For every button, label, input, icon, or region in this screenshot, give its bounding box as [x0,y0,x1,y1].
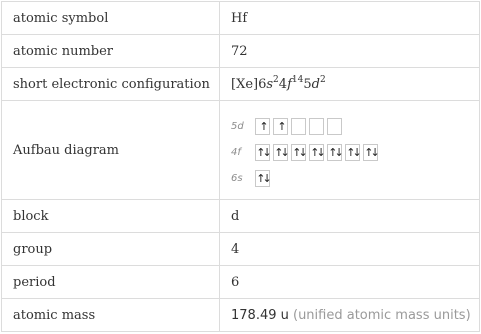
group-value: 4 [220,233,480,266]
orbital-label: 6s [231,172,243,184]
period-value: 6 [220,266,480,299]
config-d-level: 5 [303,76,312,92]
electron-configuration-value [220,68,480,101]
table-row [2,299,480,332]
config-f-level: 4 [278,76,288,92]
orbital-box [309,144,324,161]
config-s-letter: s [266,76,274,92]
atomic-mass-cell [220,299,480,332]
atomic-mass-unit-note: (unified atomic mass units) [293,307,471,323]
orbital-label: 4f [231,146,241,158]
config-f-letter: f [287,76,292,92]
config-s-count: 2 [273,74,279,85]
orbital-box [273,118,288,135]
orbital-box [363,144,378,161]
spin-pair-arrows-icon: ↑↓ [256,145,269,159]
orbital-box [327,118,342,135]
table-row [2,266,480,299]
table-row [2,35,480,68]
spin-pair-arrows-icon: ↑↓ [274,145,287,159]
orbital-box [345,144,360,161]
spin-pair-arrows-icon: ↑↓ [346,145,359,159]
table-row [2,200,480,233]
aufbau-diagram [220,101,480,200]
orbital-row [231,169,479,187]
row-label: atomic number [2,35,220,68]
orbital-box [255,144,270,161]
config-f-count: 14 [291,74,304,85]
table-row [2,233,480,266]
row-label: atomic symbol [2,2,220,35]
spin-pair-arrows-icon: ↑↓ [328,145,341,159]
atomic-mass-value: 178.49 u [231,307,289,323]
spin-pair-arrows-icon: ↑↓ [292,145,305,159]
orbital-box [273,144,288,161]
block-value: d [220,200,480,233]
atomic-symbol-value: Hf [220,2,480,35]
config-d-letter: d [311,76,320,92]
orbital-box [309,118,324,135]
row-label: block [2,200,220,233]
orbital-box [291,144,306,161]
config-d-count: 2 [319,74,326,85]
config-core: [Xe] [231,76,259,92]
row-label: atomic mass [2,299,220,332]
orbital-box [255,118,270,135]
row-label: group [2,233,220,266]
orbital-row [231,117,479,135]
row-label: Aufbau diagram [2,101,220,200]
spin-pair-arrows-icon: ↑↓ [256,171,269,185]
table-row [2,68,480,101]
orbital-box [291,118,306,135]
orbital-row [231,143,479,161]
spin-up-arrow-icon: ↑ [277,119,284,133]
spin-pair-arrows-icon: ↑↓ [310,145,323,159]
table-row [2,101,480,200]
orbital-box [327,144,342,161]
row-label: period [2,266,220,299]
table-row [2,2,480,35]
row-label: short electronic configuration [2,68,220,101]
spin-up-arrow-icon: ↑ [259,119,266,133]
spin-pair-arrows-icon: ↑↓ [364,145,377,159]
properties-table [1,1,480,332]
orbital-label: 5d [231,120,244,132]
atomic-number-value: 72 [220,35,480,68]
aufbau-orbitals [231,117,479,187]
orbital-box [255,170,270,187]
config-s-level: 6 [258,76,267,92]
